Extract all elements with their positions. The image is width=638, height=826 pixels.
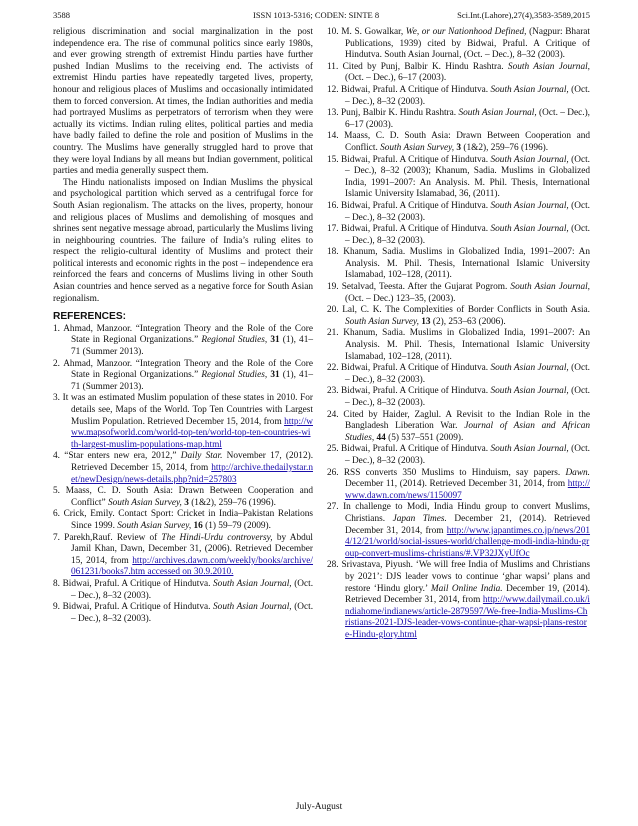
reference-item: 15. Bidwai, Praful. A Critique of Hindutva. South Asian Journal, (Oct. – Dec.), 8–32 (2003); Khanum, Sadia. Muslims in Globalized India, 1991–2007: An Analysis. M. Phil. Thesis, International Islamic University Islamabad, 36, (2011). [327, 154, 590, 200]
reference-item: 20. Lal, C. K. The Complexities of Border Conflicts in South Asia. South Asian Survey, 13 (2), 253–63 (2006). [327, 305, 590, 327]
page-footer: July-August [295, 802, 343, 812]
reference-item: 4. “Star enters new era, 2012,” Daily Star. November 17, (2012). Retrieved December 15, 2014, from http://archive.thedailystar.net/newDesign/news-details.php?nid=257803 [53, 451, 314, 485]
body-paragraph-1: religious discrimination and social marginalization in the post independence era. The rise of communal politics since early 1980s, and ever growing strength of extremist Hindu parties have further pushed Indian Muslims to the receiving end. The activists of extremist Hindu parties have repeatedly targeted lives, property, honour and religious places of Muslims and occasionally intimidated them to forced conversion. At times, the Indian authorities and media had portrayed Muslims as perpetrators of terrorism when they were actually its victims. Indian ruling elites, political parties and media have badly failed to define the role and position of Muslims in the country. The Muslims have generally struggled hard to prove that they were loyal Indians by all means but Indian government, political parties and media generally suspect them. [53, 27, 313, 177]
reference-item: 24. Cited by Haider, Zaglul. A Revisit to the Indian Role in the Bangladesh Liberation War. Journal of Asian and African Studies, 44 (5) 537–551 (2009). [327, 409, 590, 443]
reference-item: 10. M. S. Gowalkar, We, or our Nationhood Defined, (Nagpur: Bharat Publications, 1939) cited by Bidwai, Praful. A Critique of Hindutva. South Asian Journal, (Oct. – Dec.), 8–32 (2003). [327, 27, 591, 61]
body-paragraph-2: The Hindu nationalists imposed on Indian Muslims the physical and psychological partition which served as a centrifugal force for South Asian regionalism. The attacks on the lives, property, honour and religious places of Muslims and demolishing of mosques and shrines sent negative message abroad, particularly the Muslims living in neighbouring countries. The failure of India’s ruling elites to respect the religio-cultural identity of Muslims and protect their political interests and economic rights in the post – independence era reinforced the fears and concerns of Muslims living in other South Asian countries and hence served as a negative force for South Asian regionalism. [53, 177, 313, 304]
reference-item: 3. It was an estimated Muslim population of these states in 2010. For details see, Maps of the World. Top Ten Countries with Largest Muslim Population. Retrieved December 15, 2014, from http://www.mapsofworld.com/world-top-ten/world-top-ten-countries-with-largest-muslim-populations-map.html [53, 393, 313, 450]
reference-item: 28. Srivastava, Piyush. ‘We will free India of Muslims and Christians by 2021’: DJS leader vows to continue ‘ghar wapsi’ plans and restore ‘Hindu glory.’ Mail Online India. December 19, (2014). Retrieved December 31, 2014, from http://www.dailymail.co.uk/indiahome/indianews/article-2879597/We-free-India-Muslims-Christians-2021-DJS-leader-vows-continue-ghar-wapsi-plans-restore-Hindu-glory.html [327, 560, 591, 640]
issn-line: ISSN 1013-5316; CODEN: SINTE 8 [253, 10, 380, 20]
reference-item: 23. Bidwai, Praful. A Critique of Hindutva. South Asian Journal, (Oct. – Dec.), 8–32 (2003). [327, 386, 590, 408]
journal-citation: Sci.Int.(Lahore),27(4),3583-3589,2015 [457, 10, 590, 20]
reference-link[interactable]: http://archives.dawn.com/weekly/books/archive/061231/books7.htm accessed on 30.9.2010. [71, 555, 314, 578]
reference-item: 14. Maass, C. D. South Asia: Drawn Between Cooperation and Conflict. South Asian Survey, 3 (1&2), 259–76 (1996). [327, 131, 590, 153]
reference-item: 5. Maass, C. D. South Asia: Drawn Between Cooperation and Conflict” South Asian Survey, 3 (1&2), 259–76 (1996). [53, 486, 313, 508]
reference-item: 21. Khanum, Sadia. Muslims in Globalized India, 1991–2007: An Analysis. M. Phil. Thesis, International Islamic University Islamabad, 102–128, (2011). [327, 328, 590, 362]
reference-item: 12. Bidwai, Praful. A Critique of Hindutva. South Asian Journal, (Oct. – Dec.), 8–32 (2003). [327, 84, 590, 107]
reference-item: 2. Ahmad, Manzoor. “Integration Theory and the Role of the Core State in Regional Organizations.” Regional Studies, 31 (1), 41–71 (Summer 2013). [53, 358, 314, 392]
reference-item: 25. Bidwai, Praful. A Critique of Hindutva. South Asian Journal, (Oct. – Dec.), 8–32 (2003). [327, 444, 590, 466]
page-header [53, 10, 590, 24]
reference-item: 11. Cited by Punj, Balbir K. Hindu Rashtra. South Asian Journal, (Oct. – Dec.), 6–17 (2003). [327, 61, 590, 84]
reference-item: 7. Parekh,Rauf. Review of The Hindi-Urdu controversy, by Abdul Jamil Khan, Dawn, December 31, (2006). Retrieved December 15, 2014, from http://archives.dawn.com/weekly/books/archive/061231/books7.htm accessed on 30.9.2010. [53, 532, 314, 578]
reference-item: 6. Crick, Emily. Contact Sport: Cricket in India–Pakistan Relations Since 1999. South Asian Survey, 16 (1) 59–79 (2009). [53, 509, 313, 531]
reference-link[interactable]: http://www.japantimes.co.jp/news/2014/12/21/world/social-issues-world/challenge-modi-india-hindu-group-convert-muslims-christians/#.VP32JXyUfOc [345, 525, 591, 559]
reference-list-right [327, 27, 590, 641]
page-number: 3588 [53, 10, 70, 20]
reference-item: 17. Bidwai, Praful. A Critique of Hindutva. South Asian Journal, (Oct. – Dec.), 8–32 (2003). [327, 224, 590, 246]
left-column [53, 27, 313, 625]
reference-link[interactable]: http://archive.thedailystar.net/newDesign/news-details.php?nid=257803 [71, 462, 313, 485]
reference-item: 9. Bidwai, Praful. A Critique of Hindutva. South Asian Journal, (Oct. – Dec.), 8–32 (2003). [53, 602, 314, 624]
reference-item: 27. In challenge to Modi, India Hindu group to convert Muslims, Christians. Japan Times. December 21, (2014). Retrieved December 31, 2014, from http://www.japantimes.co.jp/news/2014/12/21/world/social-issues-world/challenge-modi-india-hindu-group-convert-muslims-christians/#.VP32JXyUfOc [327, 502, 591, 559]
reference-item: 18. Khanum, Sadia. Muslims in Globalized India, 1991–2007: An Analysis. M. Phil. Thesis, International Islamic University Islamabad, 102–128, (2011). [327, 247, 590, 281]
reference-item: 16. Bidwai, Praful. A Critique of Hindutva. South Asian Journal, (Oct. – Dec.), 8–32 (2003). [327, 200, 590, 223]
reference-link[interactable]: http://www.mapsofworld.com/world-top-ten/world-top-ten-countries-with-largest-muslim-populations-map.html [71, 416, 313, 450]
reference-item: 22. Bidwai, Praful. A Critique of Hindutva. South Asian Journal, (Oct. – Dec.), 8–32 (2003). [327, 363, 590, 385]
reference-link[interactable]: http://www.dawn.com/news/1150097 [345, 479, 590, 501]
reference-item: 13. Punj, Balbir K. Hindu Rashtra. South Asian Journal, (Oct. – Dec.), 6–17 (2003). [327, 108, 590, 130]
right-column [327, 27, 590, 641]
reference-link[interactable]: http://www.dailymail.co.uk/indiahome/indianews/article-2879597/We-free-India-Muslims-Christians-2021-DJS-leader-vows-continue-ghar-wapsi-plans-restore-Hindu-glory.html [345, 595, 590, 640]
references-heading: REFERENCES: [53, 311, 127, 323]
reference-item: 1. Ahmad, Manzoor. “Integration Theory and the Role of the Core State in Regional Organizations.” Regional Studies, 31 (1), 41–71 (Summer 2013). [53, 323, 314, 358]
reference-item: 26. RSS converts 350 Muslims to Hinduism, say papers. Dawn. December 11, (2014). Retrieved December 31, 2014, from http://www.dawn.com/news/1150097 [327, 467, 590, 501]
reference-list-left [53, 324, 313, 625]
reference-item: 19. Setalvad, Teesta. After the Gujarat Pogrom. South Asian Journal, (Oct. – Dec.) 123–35, (2003). [327, 282, 591, 304]
reference-item: 8. Bidwai, Praful. A Critique of Hindutva. South Asian Journal, (Oct. – Dec.), 8–32 (2003). [53, 578, 314, 601]
